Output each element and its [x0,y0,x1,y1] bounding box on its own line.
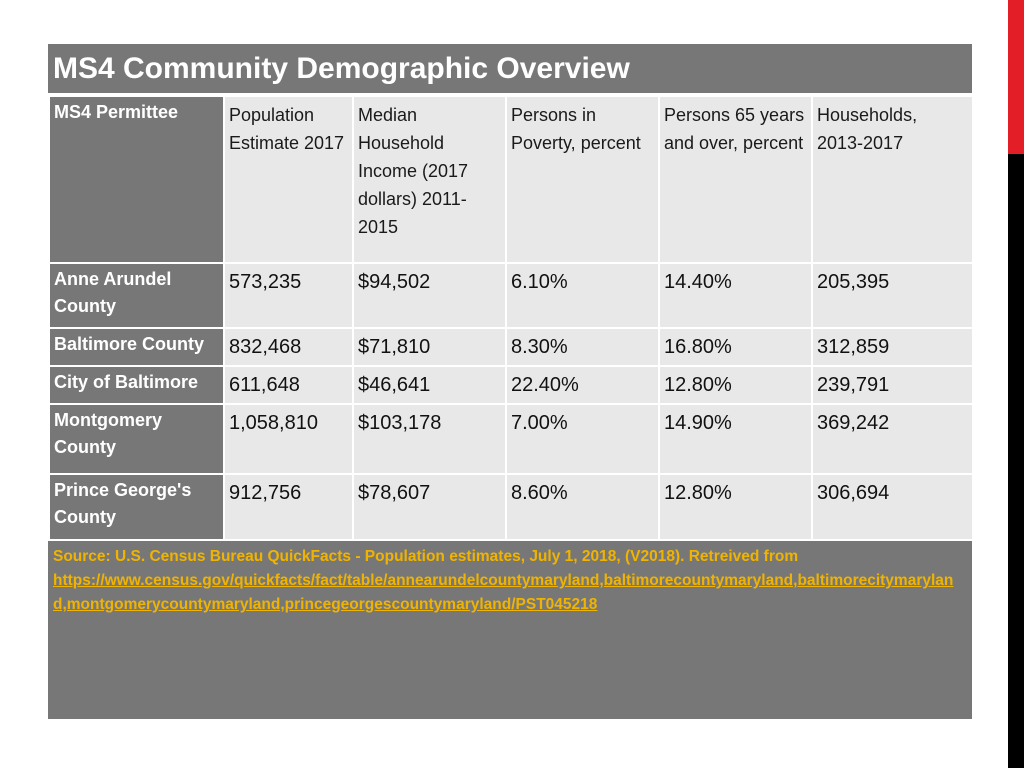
row-header: Anne Arundel County [49,263,224,328]
table-cell: 14.90% [659,404,812,474]
table-cell: 832,468 [224,328,353,366]
table-row [49,263,973,328]
source-text: Source: U.S. Census Bureau QuickFacts - Population estimates, July 1, 2018, (V2018). Retreived from [53,548,799,565]
table-cell: 1,058,810 [224,404,353,474]
table-row [49,328,973,366]
table-cell: 14.40% [659,263,812,328]
table-cell: 12.80% [659,474,812,540]
column-header-65plus: Persons 65 years and over, percent [659,96,812,263]
column-header-income: Median Household Income (2017 dollars) 2011-2015 [353,96,506,263]
column-header-population: Population Estimate 2017 [224,96,353,263]
column-header-permittee: MS4 Permittee [49,96,224,263]
column-header-households: Households, 2013-2017 [812,96,973,263]
row-header: Montgomery County [49,404,224,474]
table-row [49,404,973,474]
table-row [49,366,973,404]
row-header: City of Baltimore [49,366,224,404]
table-cell: 369,242 [812,404,973,474]
table-cell: 7.00% [506,404,659,474]
table-cell: $46,641 [353,366,506,404]
row-header: Prince George's County [49,474,224,540]
demographic-panel [48,44,972,719]
table-cell: 912,756 [224,474,353,540]
table-cell: 611,648 [224,366,353,404]
table-cell: $78,607 [353,474,506,540]
table-cell: $103,178 [353,404,506,474]
table-cell: 312,859 [812,328,973,366]
column-header-poverty: Persons in Poverty, percent [506,96,659,263]
table-cell: 6.10% [506,263,659,328]
table-cell: $94,502 [353,263,506,328]
source-note [48,541,972,621]
table-cell: 12.80% [659,366,812,404]
side-bar [1008,0,1024,768]
table-cell: 306,694 [812,474,973,540]
side-bar-accent [1008,0,1024,154]
table-cell: 16.80% [659,328,812,366]
table-cell: 239,791 [812,366,973,404]
table-cell: 8.30% [506,328,659,366]
table-cell: 573,235 [224,263,353,328]
table-cell: 205,395 [812,263,973,328]
row-header: Baltimore County [49,328,224,366]
page-title: MS4 Community Demographic Overview [48,44,972,95]
header-row [49,96,973,263]
demographic-table [48,95,974,541]
table-cell: $71,810 [353,328,506,366]
table-cell: 8.60% [506,474,659,540]
source-link[interactable]: https://www.census.gov/quickfacts/fact/table/annearundelcountymaryland,baltimorecountymaryland,baltimorecitymaryland,montgomerycountymaryland,princegeorgescountymaryland/PST045218 [53,572,954,613]
table-cell: 22.40% [506,366,659,404]
table-row [49,474,973,540]
